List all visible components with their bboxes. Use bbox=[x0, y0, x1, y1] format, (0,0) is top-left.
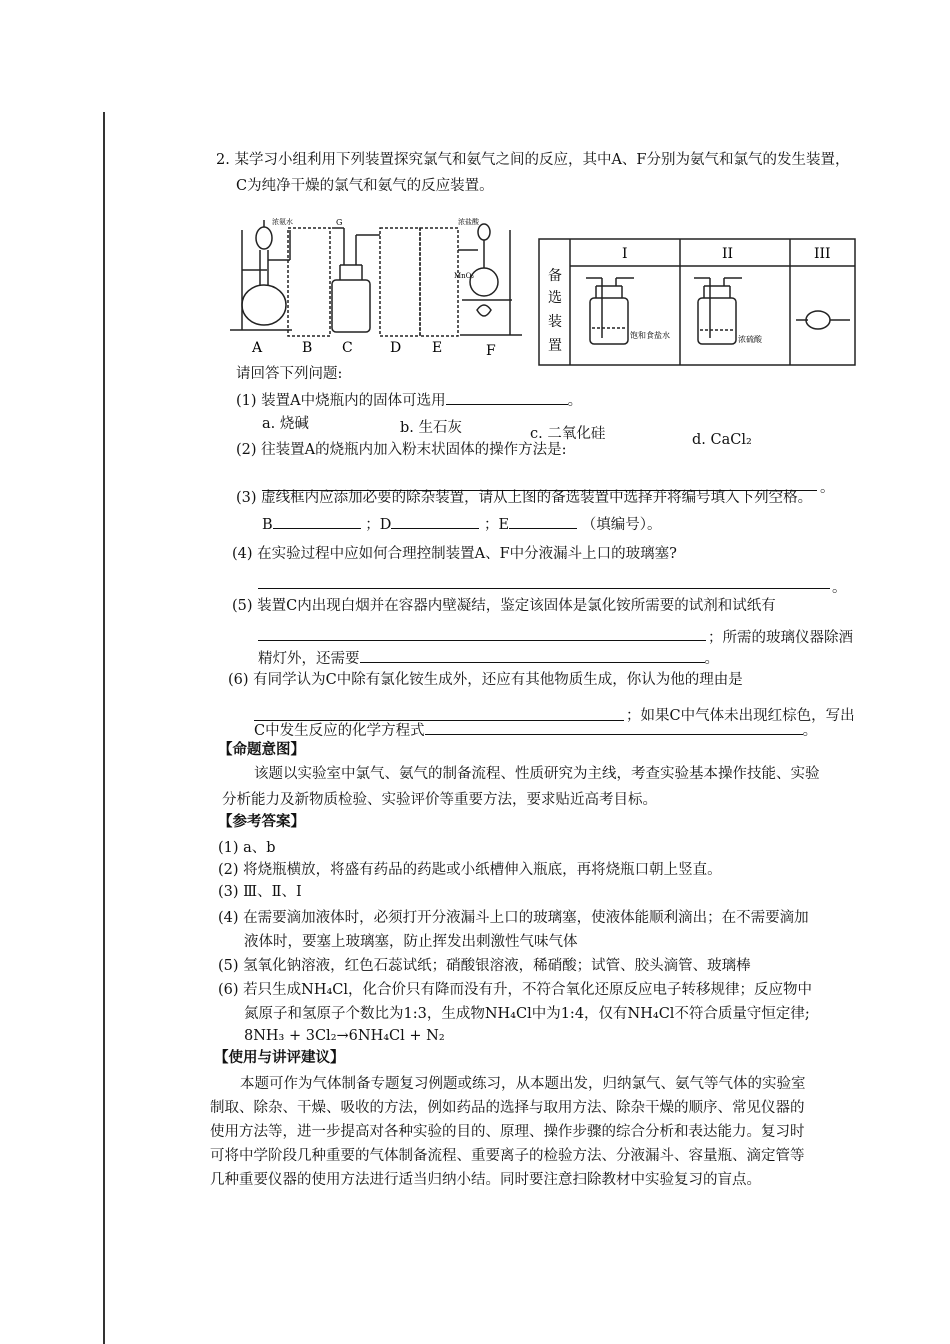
prompt: 请回答下列问题: bbox=[236, 366, 343, 382]
q5-line1: (5) 装置C内出现白烟并在容器内壁凝结，鉴定该固体是氯化铵所需要的试剂和试纸有 bbox=[232, 598, 776, 614]
q6-line1: (6) 有同学认为C中除有氯化铵生成外，还应有其他物质生成，你认为他的理由是 bbox=[228, 672, 743, 688]
answer-2: (2) 将烧瓶横放，将盛有药品的药匙或小纸槽伸入瓶底，再将烧瓶口朝上竖直。 bbox=[218, 862, 722, 878]
options-table bbox=[538, 238, 858, 368]
q3-d-blank[interactable] bbox=[391, 514, 479, 529]
answer-5: (5) 氢氧化钠溶液，红色石蕊试纸；硝酸银溶液，稀硝酸；试管、胶头滴管、玻璃棒 bbox=[218, 958, 751, 974]
label-c: C bbox=[342, 340, 353, 356]
q1-end: 。 bbox=[567, 393, 583, 409]
q3-b-blank[interactable] bbox=[273, 514, 361, 529]
advice-line4: 可将中学阶段几种重要的气体制备流程、重要离子的检验方法、分液漏斗、容量瓶、滴定管等 bbox=[210, 1148, 805, 1164]
q3-e-blank[interactable] bbox=[509, 514, 577, 529]
advice-line1: 本题可作为气体制备专题复习例题或练习，从本题出发，归纳氯气、氨气等气体的实验室 bbox=[240, 1076, 806, 1092]
q6-end: 。 bbox=[802, 723, 818, 739]
answer-1: (1) a、b bbox=[218, 840, 276, 856]
label-b: B bbox=[302, 340, 313, 356]
q3-note: （填编号）。 bbox=[581, 517, 662, 533]
apparatus-diagram bbox=[222, 210, 532, 370]
q1-stem: (1) 装置A中烧瓶内的固体可选用 bbox=[236, 393, 446, 409]
q6-line3-text: C中发生反应的化学方程式 bbox=[254, 723, 425, 739]
advice-heading: 【使用与讲评建议】 bbox=[214, 1049, 345, 1066]
advice-line3: 使用方法等，进一步提高对各种实验的目的、原理、操作步骤的综合分析和表达能力。复习时 bbox=[210, 1124, 805, 1140]
advice-line5: 几种重要仪器的使用方法进行适当归纳小结。同时要注意扫除教材中实验复习的盲点。 bbox=[210, 1172, 761, 1188]
side-4: 置 bbox=[548, 338, 562, 354]
answer-6-equation: 8NH₃ + 3Cl₂→6NH₄Cl + N₂ bbox=[244, 1028, 445, 1044]
header-3: III bbox=[814, 246, 831, 262]
answer-4-line1: (4) 在需要滴加液体时，必须打开分液漏斗上口的玻璃塞，使液体能顺利滴出；在不需要滴加 bbox=[218, 910, 809, 926]
q5-line3 bbox=[258, 648, 719, 669]
answers-heading: 【参考答案】 bbox=[218, 813, 305, 830]
q5-line3-text: 精灯外，还需要 bbox=[258, 651, 360, 667]
q2-end: 。 bbox=[820, 480, 835, 496]
q4-end: 。 bbox=[832, 580, 847, 596]
q2-stem: (2) 往装置A的烧瓶内加入粉末状固体的操作方法是: bbox=[236, 442, 567, 458]
margin-line bbox=[103, 112, 105, 1344]
side-2: 选 bbox=[548, 290, 562, 306]
label-a: A bbox=[252, 340, 263, 356]
q3-b-label: B bbox=[262, 517, 273, 533]
header-2: II bbox=[722, 246, 734, 262]
q5-end: 。 bbox=[704, 651, 719, 667]
answer-3: (3) Ⅲ、Ⅱ、Ⅰ bbox=[218, 884, 302, 900]
mno2-label: MnO₂ bbox=[454, 272, 475, 280]
intent-line2: 分析能力及新物质检验、实验评价等重要方法，要求贴近高考目标。 bbox=[222, 792, 657, 808]
q5-line2-end: ；所需的玻璃仪器除酒 bbox=[708, 630, 853, 646]
intent-line1: 该题以实验室中氯气、氨气的制备流程、性质研究为主线，考查实验基本操作技能、实验 bbox=[254, 766, 820, 782]
advice-line2: 制取、除杂、干燥、吸收的方法，例如药品的选择与取用方法、除杂干燥的顺序、常见仪器的 bbox=[210, 1100, 805, 1116]
header-1: I bbox=[622, 246, 628, 262]
reagent-f-label: 浓盐酸 bbox=[458, 218, 479, 226]
q5-blank-2[interactable] bbox=[360, 648, 705, 663]
label-f: F bbox=[486, 343, 496, 359]
intent-heading: 【命题意图】 bbox=[218, 741, 305, 758]
reagent-a-label: 浓氨水 bbox=[272, 218, 293, 226]
label-e: E bbox=[432, 340, 443, 356]
side-1: 备 bbox=[548, 268, 562, 284]
q3-stem: (3) 虚线框内应添加必要的除杂装置，请从上图的备选装置中选择并将编号填入下列空格。 bbox=[236, 490, 813, 506]
q6-blank-2[interactable] bbox=[425, 720, 803, 735]
q1-option-a: a. 烧碱 bbox=[262, 416, 309, 432]
q1 bbox=[236, 390, 582, 411]
question-line-2: C为纯净干燥的氯气和氨气的反应装置。 bbox=[236, 178, 494, 194]
q3-e-label: ；E bbox=[484, 517, 510, 533]
q1-option-b: b. 生石灰 bbox=[400, 420, 462, 436]
cell2-label: 浓硫酸 bbox=[738, 335, 762, 344]
q6-line2-end: ；如果C中气体未出现红棕色，写出 bbox=[626, 708, 855, 724]
q1-option-d: d. CaCl₂ bbox=[692, 432, 752, 448]
g-label: G bbox=[336, 218, 343, 227]
question-line-1: 2. 某学习小组利用下列装置探究氯气和氨气之间的反应，其中A、F分别为氨气和氯气的发生装置， bbox=[216, 152, 850, 168]
side-3: 装 bbox=[548, 314, 562, 330]
q6-line3 bbox=[254, 720, 817, 741]
q1-option-c: c. 二氧化硅 bbox=[530, 426, 606, 442]
answer-4-line2: 液体时，要塞上玻璃塞，防止挥发出刺激性气味气体 bbox=[244, 934, 578, 950]
q4-stem: (4) 在实验过程中应如何合理控制装置A、F中分液漏斗上口的玻璃塞? bbox=[232, 546, 677, 562]
q3-d-label: ；D bbox=[365, 517, 392, 533]
q1-blank[interactable] bbox=[446, 390, 568, 405]
cell1-label: 饱和食盐水 bbox=[630, 331, 670, 340]
q4-blank[interactable] bbox=[258, 588, 830, 589]
answer-6-line1: (6) 若只生成NH₄Cl，化合价只有降而没有升，不符合氧化还原反应电子转移规律；反应物中 bbox=[218, 982, 813, 998]
label-d: D bbox=[390, 340, 402, 356]
q5-blank-1[interactable] bbox=[258, 640, 706, 641]
q3-blanks bbox=[262, 514, 661, 535]
answer-6-line2: 氮原子和氢原子个数比为1:3，生成物NH₄Cl中为1:4，仅有NH₄Cl不符合质量守恒定律; bbox=[244, 1006, 810, 1022]
